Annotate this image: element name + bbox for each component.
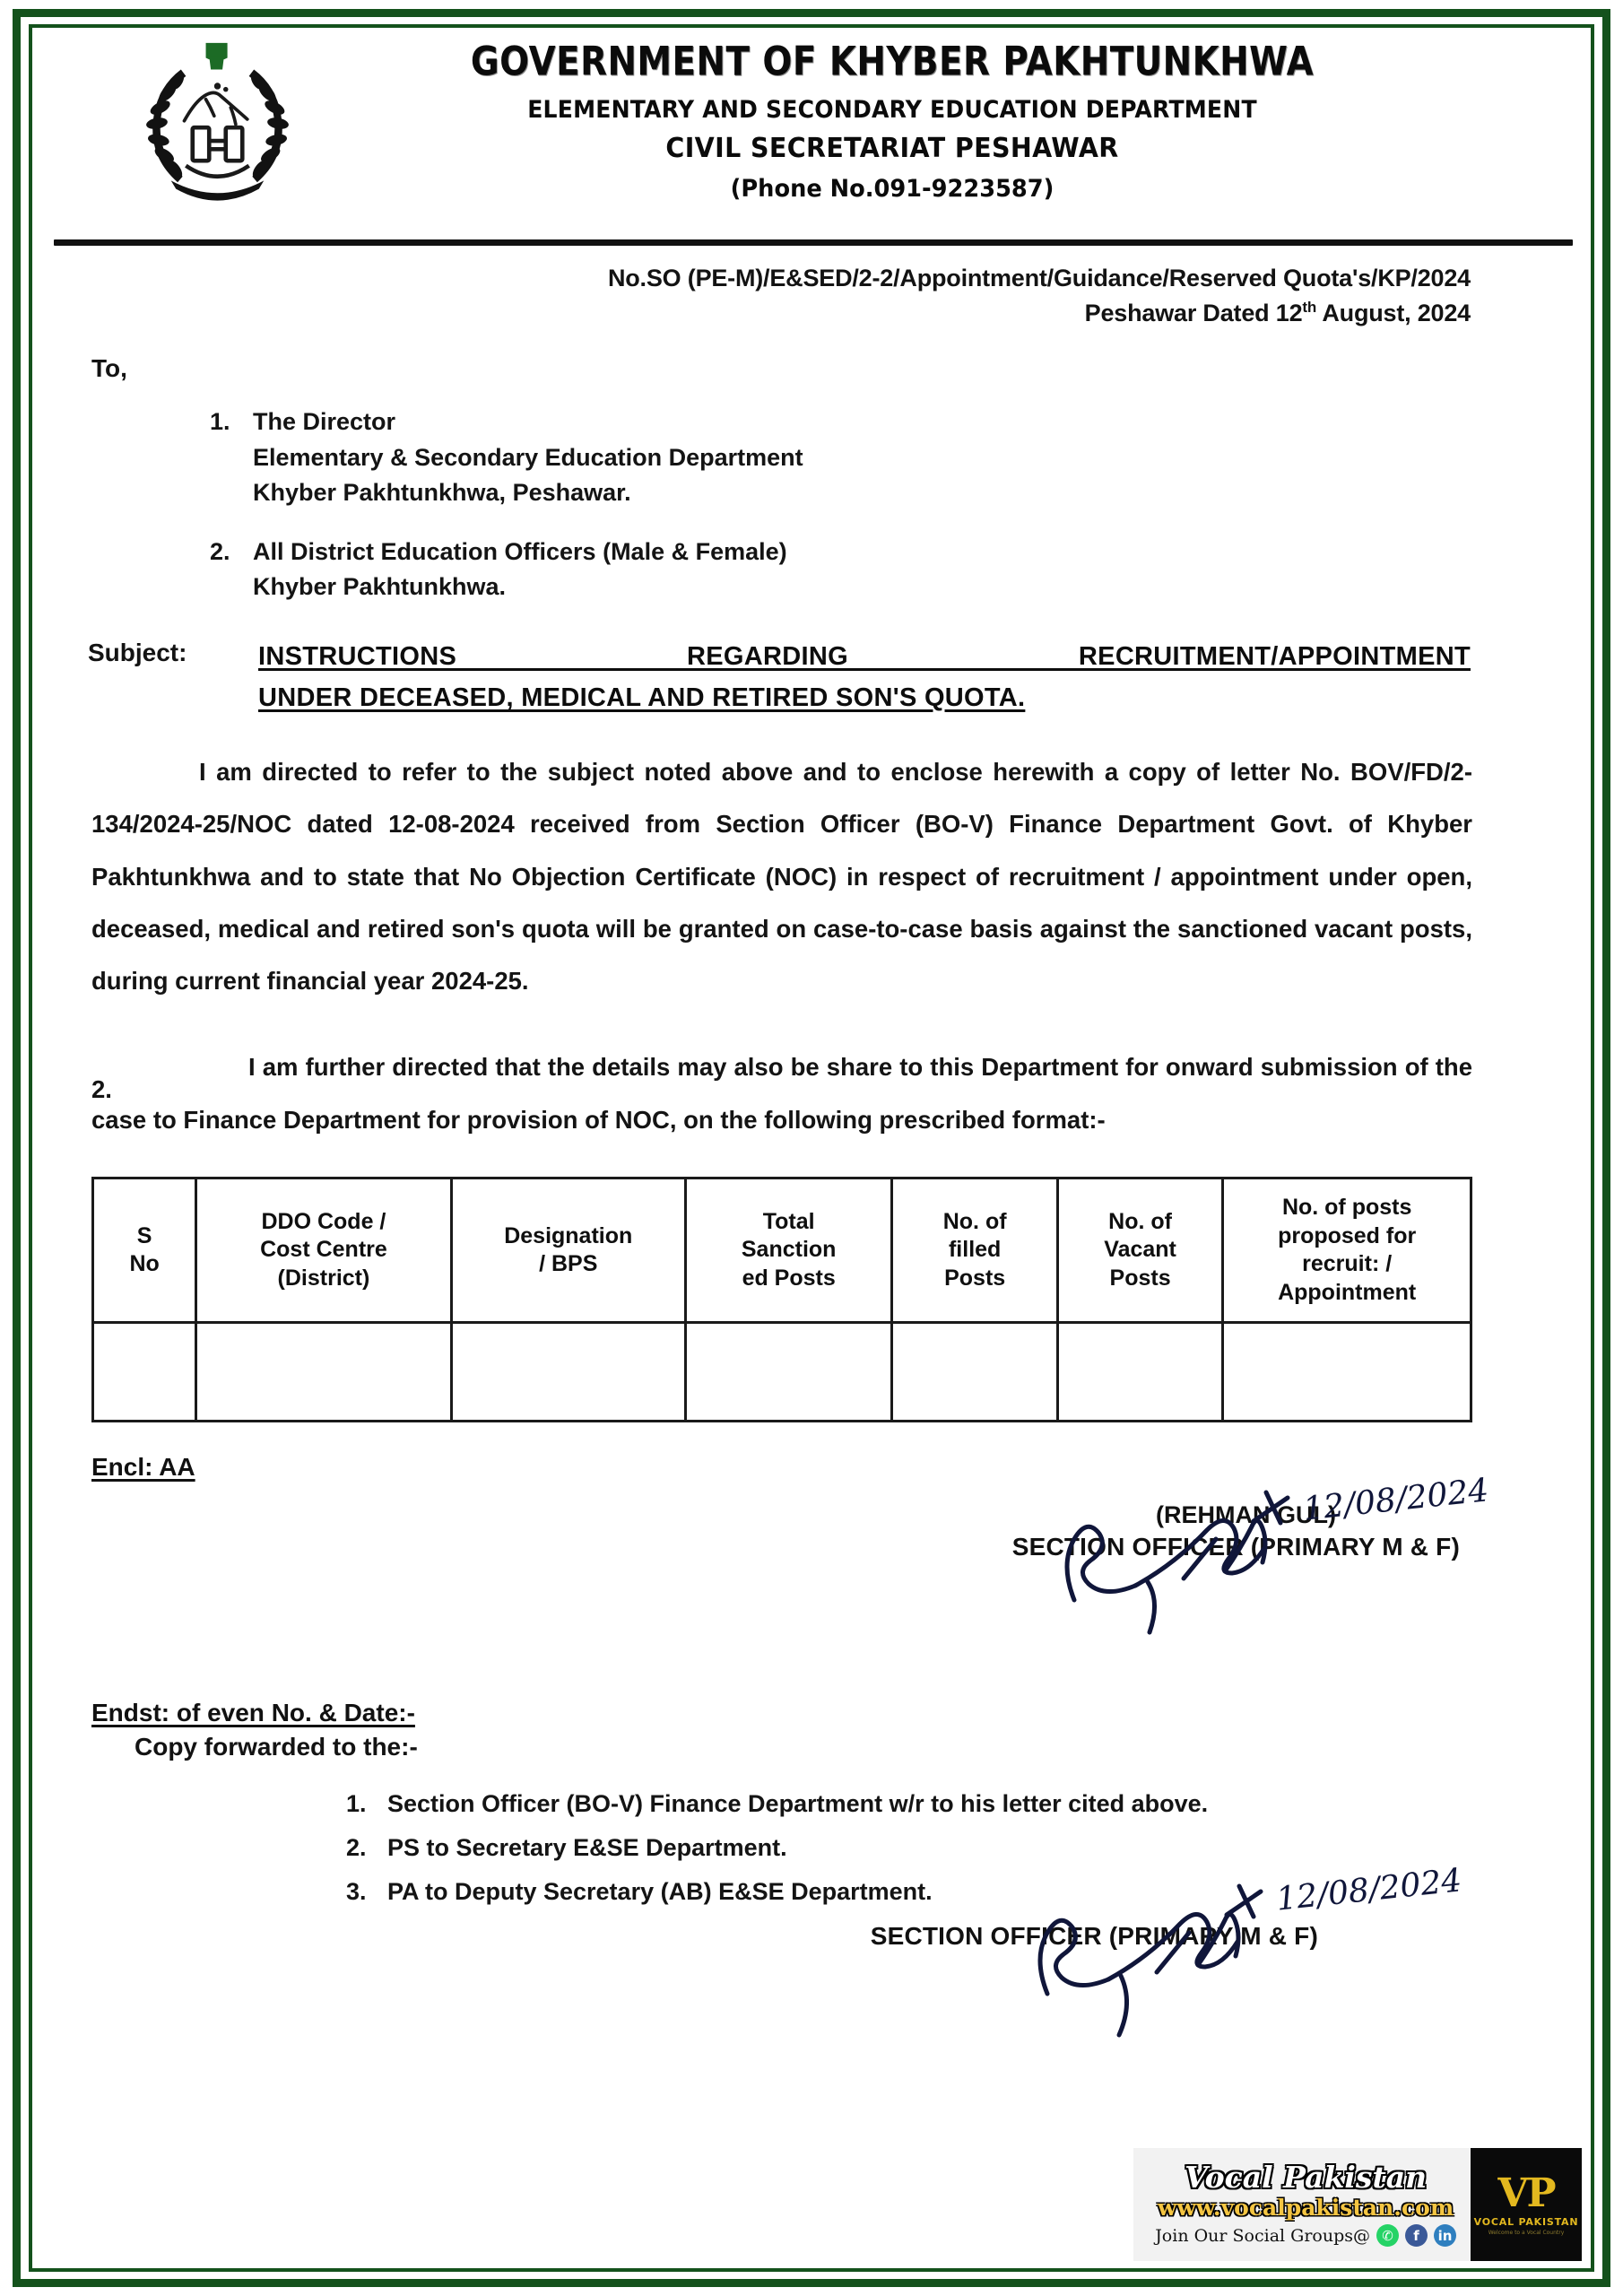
table-cell[interactable] — [1223, 1323, 1471, 1422]
paragraph-1: I am directed to refer to the subject noted above and to enclose herewith a copy of letter No. BOV/FD/2-134/2024-25/NOC dated 12-08-2024 received from Section Officer (BO-V) Finance Department Govt. of Khyber Pakhtunkhwa and to state that No Objection Certificate (NOC) in respect of recruitment / appointment under open, deceased, medical and retired son's quota will be granted on case-to-case basis against the sanctioned vacant posts, during current financial year 2024-25. — [91, 757, 1472, 996]
column-header-vacant-posts — [1057, 1178, 1222, 1323]
department-title: ELEMENTARY AND SECONDARY EDUCATION DEPARTMENT — [527, 96, 1257, 124]
paragraph-2-wrapper — [91, 1041, 1472, 1146]
table-cell[interactable] — [1057, 1323, 1222, 1422]
facebook-icon[interactable]: f — [1405, 2224, 1428, 2247]
list-item — [210, 404, 1587, 510]
table-cell[interactable] — [892, 1323, 1057, 1422]
addressee-line: The Director — [253, 408, 396, 436]
column-header-total-sanctioned-posts — [685, 1178, 892, 1323]
addressee-list — [210, 404, 1587, 604]
table-header-row — [93, 1178, 1471, 1323]
table-cell[interactable] — [196, 1323, 451, 1422]
paragraph-2: I am further directed that the details may also be share to this Department for onward submission of the case to Finance Department for provision of NOC, on the following prescribed format:- — [91, 1053, 1472, 1134]
header-line: DDO Code / — [261, 1208, 386, 1234]
signature-block — [36, 1472, 1587, 1663]
column-header-filled-posts — [892, 1178, 1057, 1323]
paragraph-2-number: 2. — [91, 1075, 112, 1104]
addressee-line: Khyber Pakhtunkhwa, Peshawar. — [253, 479, 631, 507]
column-header-designation — [451, 1178, 685, 1323]
watermark-logo-tagline: Welcome to a Vocal Country — [1488, 2229, 1565, 2236]
watermark-logo-mark: VP — [1497, 2170, 1555, 2217]
endorsement-heading: Endst: of even No. & Date:- — [91, 1699, 415, 1727]
document-page-inner-border — [29, 24, 1594, 2272]
header-line: filled — [948, 1237, 1002, 1263]
subject-line-2: UNDER DECEASED, MEDICAL AND RETIRED SON'S QUOTA. — [258, 683, 1026, 713]
signature-date-handwritten: 12/08/2024 — [1300, 1472, 1490, 1528]
reference-date — [36, 296, 1471, 331]
header-line: S — [136, 1222, 152, 1248]
watermark-strip — [1133, 2148, 1582, 2261]
prescribed-format-table-wrapper — [91, 1177, 1587, 1422]
item-number: 1. — [346, 1790, 367, 1818]
header-line: / BPS — [539, 1251, 598, 1277]
table-head — [93, 1178, 1471, 1323]
addressee-line: Khyber Pakhtunkhwa. — [253, 572, 507, 600]
reference-number: No.SO (PE-M)/E&SED/2-2/Appointment/Guidance/Reserved Quota's/KP/2024 — [607, 265, 1471, 291]
column-header-s-no — [93, 1178, 196, 1323]
header-line: recruit: / — [1302, 1251, 1393, 1277]
header-line: ed Posts — [742, 1265, 836, 1291]
item-number: 2. — [346, 1834, 367, 1862]
date-ordinal: th — [1302, 299, 1317, 317]
watermark-social-row — [1155, 2224, 1456, 2247]
to-label: To, — [91, 354, 127, 383]
letterhead — [36, 31, 1587, 247]
copy-forwarded-label: Copy forwarded to the:- — [135, 1733, 418, 1761]
list-item — [346, 1834, 1587, 1862]
item-text: PS to Secretary E&SE Department. — [387, 1834, 787, 1862]
header-line: (District) — [277, 1265, 370, 1291]
item-text: Section Officer (BO-V) Finance Department w/r to his letter cited above. — [387, 1790, 1209, 1818]
header-line: Posts — [1109, 1265, 1171, 1291]
column-header-posts-proposed — [1223, 1178, 1471, 1323]
header-line: Designation — [504, 1222, 633, 1248]
letterhead-text — [305, 39, 1480, 203]
addressee-line: Elementary & Secondary Education Department — [253, 443, 803, 471]
list-item — [346, 1790, 1587, 1818]
header-line: No. of — [942, 1208, 1007, 1234]
watermark-brand: Vocal Pakistan — [1185, 2159, 1428, 2195]
header-line: Vacant — [1104, 1237, 1176, 1263]
item-number: 3. — [346, 1878, 367, 1906]
watermark-text-panel — [1133, 2148, 1471, 2261]
addressee-number: 1. — [210, 408, 230, 436]
table-cell[interactable] — [451, 1323, 685, 1422]
header-line: proposed for — [1278, 1222, 1417, 1248]
header-line: No. of — [1108, 1208, 1172, 1234]
reference-block — [36, 261, 1587, 331]
header-line: Cost Centre — [260, 1237, 387, 1263]
office-title: CIVIL SECRETARIAT PESHAWAR — [665, 133, 1119, 164]
subject-row — [36, 637, 1587, 719]
subject-line-1: INSTRUCTIONS REGARDING RECRUITMENT/APPOINTMENT — [258, 642, 1471, 672]
addressee-line: All District Education Officers (Male & Female) — [253, 537, 787, 565]
header-line: No. of posts — [1281, 1195, 1412, 1221]
table-body — [93, 1323, 1471, 1422]
letter-body — [36, 746, 1587, 1146]
enclosure-label: Encl: AA — [91, 1453, 195, 1482]
phone-number: (Phone No.091-9223587) — [730, 175, 1055, 203]
header-line: Sanction — [741, 1237, 837, 1263]
letterhead-divider — [54, 239, 1573, 246]
watermark-logo-name: VOCAL PAKISTAN — [1473, 2215, 1579, 2228]
addressee-number: 2. — [210, 537, 230, 565]
endorsement-signatory-title: SECTION OFFICER (PRIMARY M & F) — [870, 1922, 1318, 1951]
reference-date-rest: August, 2024 — [1316, 300, 1471, 327]
subject-label: Subject: — [88, 639, 187, 667]
list-item — [210, 535, 1587, 605]
subject-text — [258, 637, 1471, 719]
column-header-ddo-code — [196, 1178, 451, 1323]
header-line: No — [129, 1251, 160, 1277]
item-text: PA to Deputy Secretary (AB) E&SE Department. — [387, 1878, 933, 1906]
watermark-logo — [1471, 2148, 1582, 2261]
reference-place: Peshawar Dated 12 — [1084, 300, 1303, 327]
whatsapp-icon[interactable]: ✆ — [1376, 2224, 1399, 2247]
table-cell[interactable] — [93, 1323, 196, 1422]
table-row — [93, 1323, 1471, 1422]
watermark-social-label: Join Our Social Groups@ — [1155, 2225, 1370, 2246]
enclosure-row — [36, 1422, 1587, 1482]
watermark-url: www.vocalpakistan.com — [1157, 2194, 1454, 2221]
header-line: Posts — [944, 1265, 1006, 1291]
header-line: Total — [762, 1208, 815, 1234]
government-crest-icon — [135, 37, 300, 212]
table-cell[interactable] — [685, 1323, 892, 1422]
prescribed-format-table — [91, 1177, 1472, 1422]
endorsement-heading-row — [36, 1663, 1587, 1727]
endorsement-date-handwritten: 12/08/2024 — [1273, 1862, 1463, 1918]
linkedin-icon[interactable]: in — [1434, 2224, 1456, 2247]
document-page-border — [13, 9, 1610, 2287]
header-line: Appointment — [1278, 1279, 1417, 1305]
signatory-name: (REHMAN GUL) — [1156, 1501, 1336, 1529]
document-sheet — [36, 31, 1587, 2265]
government-title: GOVERNMENT OF KHYBER PAKHTUNKHWA — [470, 39, 1315, 85]
signatory-title: SECTION OFFICER (PRIMARY M & F) — [1011, 1533, 1460, 1561]
